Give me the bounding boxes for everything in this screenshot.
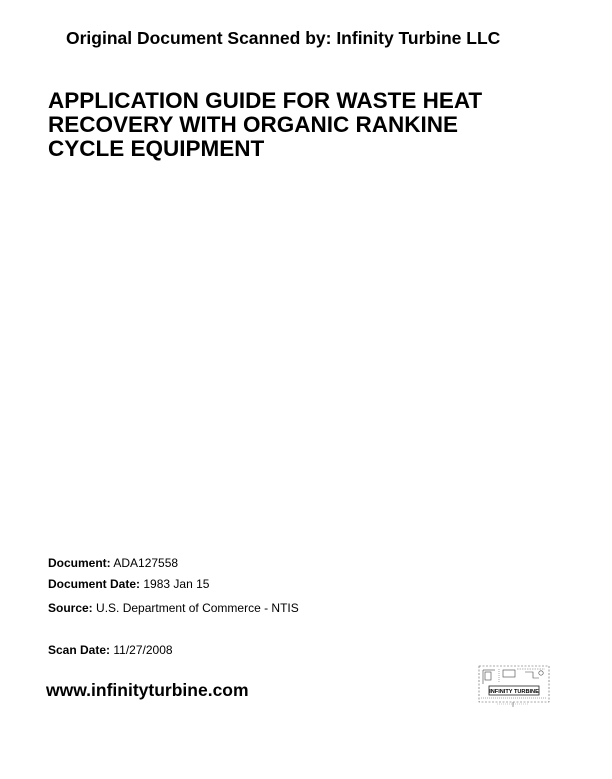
scan-date-row: [48, 643, 173, 657]
document-date-row: [48, 577, 209, 591]
source-label: Source:: [48, 601, 93, 615]
scanned-by-header: Original Document Scanned by: Infinity Turbine LLC: [66, 28, 501, 48]
source-value: U.S. Department of Commerce - NTIS: [96, 601, 299, 615]
title-line-2: RECOVERY WITH ORGANIC RANKINE: [48, 112, 459, 137]
document-id-row: [48, 556, 178, 570]
document-date-label: Document Date:: [48, 577, 141, 591]
logo-wordmark: INFINITY TURBINE: [489, 689, 539, 695]
document-id-value: ADA127558: [113, 556, 179, 570]
source-row: [48, 601, 299, 615]
title-line-1: APPLICATION GUIDE FOR WASTE HEAT: [48, 88, 483, 113]
document-title: [48, 89, 588, 161]
title-line-3: CYCLE EQUIPMENT: [48, 136, 265, 161]
document-id-label: Document:: [48, 556, 111, 570]
document-date-value: 1983 Jan 15: [143, 577, 210, 591]
website-url[interactable]: www.infinityturbine.com: [46, 680, 249, 700]
infinity-turbine-logo: [477, 664, 551, 708]
scan-date-value: 11/27/2008: [113, 643, 173, 657]
scan-date-label: Scan Date:: [48, 643, 111, 657]
